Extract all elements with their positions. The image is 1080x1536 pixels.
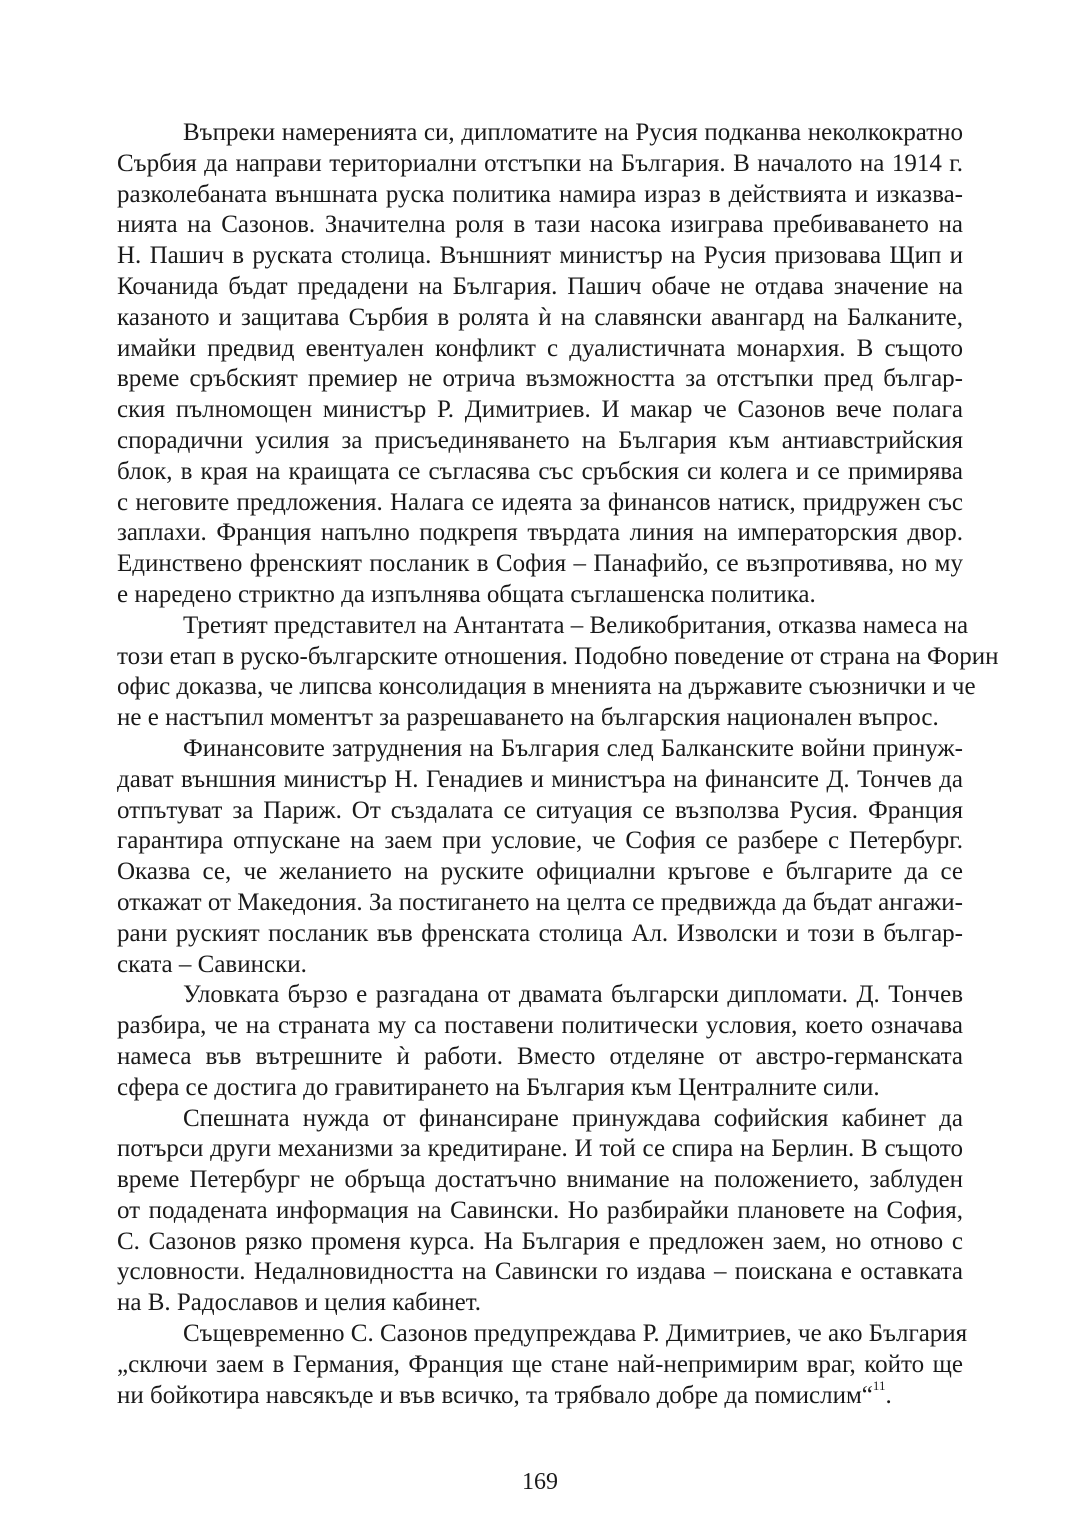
text-line: отпътуват за Париж. От създалата се ситуация се възползва Русия. Франция xyxy=(117,796,963,824)
text-line: Спешната нужда от финансиране принуждава софийския кабинет да xyxy=(183,1104,963,1132)
text-line: Финансовите затруднения на България след Балканските войни принуж- xyxy=(183,734,963,762)
text-line: офис доказва, че липсва консолидация в мненията на държавите съюзнички и че xyxy=(117,673,976,701)
paragraph-1 xyxy=(117,118,963,611)
text-line: Оказва се, че желанието на руските официални кръгове е българите да се xyxy=(117,858,963,886)
text-line: казаното и защитава Сърбия в ролята ѝ на славянски авангард на Балканите, xyxy=(117,303,963,331)
text-line: рани руският посланик във френската столица Ал. Изволски и този в българ- xyxy=(117,919,963,947)
paragraph-3 xyxy=(117,734,963,980)
text-line: Кочанида бъдат предадени на България. Пашич обаче не отдава значение на xyxy=(117,272,963,300)
text-line: на В. Радославов и целия кабинет. xyxy=(117,1289,482,1317)
paragraph-6 xyxy=(117,1319,968,1411)
text-line: гарантира отпускане на заем при условие, че София се разбере с Петербург. xyxy=(117,827,963,855)
paragraph-4 xyxy=(117,980,963,1103)
text-line: нията на Сазонов. Значителна роля в тази насока изиграва пребиваването на xyxy=(117,211,963,239)
text-line: „сключи заем в Германия, Франция ще стане най-непримирим враг, който ще xyxy=(117,1350,963,1378)
text-line: разбира, че на страната му са поставени политически условия, което означава xyxy=(117,1012,963,1040)
text-line: Третият представител на Антантата – Великобритания, отказва намеса на xyxy=(183,611,969,639)
text-line: Уловката бързо е разгадана от двамата български дипломати. Д. Тончев xyxy=(183,981,963,1009)
page-number: 169 xyxy=(522,1469,558,1495)
text-line: намеса във вътрешните ѝ работи. Вместо отделяне от австро-германската xyxy=(117,1042,963,1070)
text-line: Сърбия да направи териториални отстъпки на България. В началото на 1914 г. xyxy=(117,149,963,177)
text-line: ската – Савински. xyxy=(117,950,307,978)
text-line: ни бойкотира навсякъде и във всичко, та трябвало добре да помислим“ xyxy=(117,1381,873,1409)
text-line: Въпреки намеренията си, дипломатите на Русия подканва неколкократно xyxy=(183,119,963,146)
text-line: заплахи. Франция напълно подкрепя твърдата линия на императорския двор. xyxy=(117,519,963,547)
text-line: С. Сазонов рязко променя курса. На България е предложен заем, но отново с xyxy=(117,1227,963,1255)
text-line: не е настъпил моментът за разрешаването на българския национален въпрос. xyxy=(117,704,939,732)
text-line: сфера се достига до гравитирането на България към Централните сили. xyxy=(117,1073,880,1101)
sentence-end: . xyxy=(885,1381,892,1409)
text-line: от подадената информация на Савински. Но разбирайки плановете на София, xyxy=(117,1196,963,1224)
paragraph-2 xyxy=(117,611,999,734)
text-line: потърси други механизми за кредитиране. И той се спира на Берлин. В същото xyxy=(117,1135,963,1163)
text-line: дават външния министър Н. Генадиев и министъра на финансите Д. Тончев да xyxy=(117,765,963,793)
footnote-ref[interactable]: 11 xyxy=(872,1378,886,1394)
paragraph-5 xyxy=(117,1104,963,1320)
text-line: блок, в края на краищата се съгласява със сръбския си колега и се примирява xyxy=(117,457,963,485)
text-line: с неговите предложения. Налага се идеята за финансов натиск, придружен със xyxy=(117,488,963,516)
text-line: е наредено стриктно да изпълнява общата съглашенска политика. xyxy=(117,580,816,608)
text-line: време сръбският премиер не отрича възможността за отстъпки пред българ- xyxy=(117,365,963,393)
text-line: този етап в руско-българските отношения. Подобно поведение от страна на Форин xyxy=(117,642,999,670)
text-line: спорадични усилия за присъединяването на България към антиавстрийския xyxy=(117,426,963,454)
text-line: Същевременно С. Сазонов предупреждава Р. Димитриев, че ако България xyxy=(183,1320,968,1348)
text-line: условности. Недалновидността на Савински го издава – поискана е оставката xyxy=(117,1258,963,1286)
text-line: разколебаната външната руска политика намира израз в действията и изказва- xyxy=(117,180,963,208)
text-line-with-footnote xyxy=(117,1378,963,1412)
text-line: време Петербург не обръща достатъчно внимание на положението, заблуден xyxy=(117,1166,963,1194)
page-body xyxy=(117,118,999,1411)
text-line: Единствено френският посланик в София – Панафийо, се възпротивява, но му xyxy=(117,550,963,578)
text-line: Н. Пашич в руската столица. Външният министър на Русия призовава Щип и xyxy=(117,242,963,270)
text-line: откажат от Македония. За постигането на целта се предвижда да бъдат ангажи- xyxy=(117,888,963,916)
text-line: ския пълномощен министър Р. Димитриев. И макар че Сазонов вече полага xyxy=(117,396,963,424)
text-line: имайки предвид евентуален конфликт с дуалистичната монархия. В същото xyxy=(117,334,963,362)
